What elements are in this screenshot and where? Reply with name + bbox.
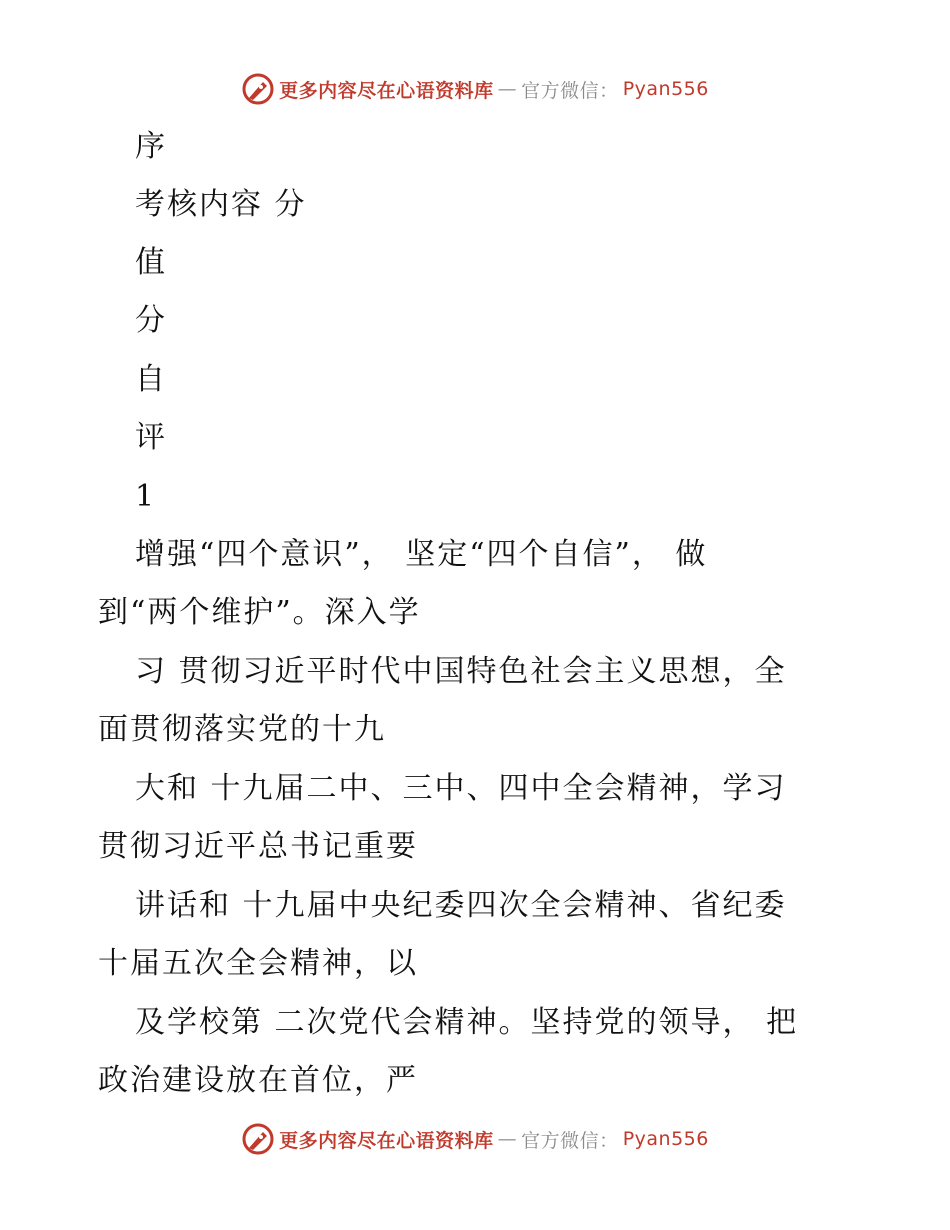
watermark-footer bbox=[0, 1122, 950, 1156]
watermark-separator: — bbox=[497, 1128, 518, 1150]
text-line: 到“两个维护”。深入学 bbox=[98, 595, 421, 630]
text-line: 分 bbox=[135, 303, 167, 338]
text-line: 增强“四个意识”， 坚定“四个自信”， 做 bbox=[135, 537, 708, 572]
text-line: 考核内容 分 bbox=[135, 187, 307, 222]
text-line: 1 bbox=[135, 479, 157, 514]
text-line: 面贯彻落实党的十九 bbox=[98, 712, 386, 747]
watermark-id: Pyan556 bbox=[622, 1128, 709, 1150]
text-line: 十届五次全会精神，以 bbox=[98, 946, 418, 981]
text-line: 政治建设放在首位，严 bbox=[98, 1063, 418, 1098]
watermark-title: 更多内容尽在心语资料库 bbox=[279, 79, 494, 102]
watermark-separator: — bbox=[497, 78, 518, 100]
text-line: 贯彻习近平总书记重要 bbox=[98, 829, 418, 864]
text-line: 自 bbox=[135, 362, 167, 397]
watermark-id: Pyan556 bbox=[622, 78, 709, 100]
watermark-channel: 官方微信： bbox=[521, 79, 619, 102]
watermark-channel: 官方微信： bbox=[521, 1129, 619, 1152]
text-line: 大和 十九届二中、三中、四中全会精神，学习 bbox=[135, 771, 787, 806]
text-line: 评 bbox=[135, 420, 167, 455]
watermark-title: 更多内容尽在心语资料库 bbox=[279, 1129, 494, 1152]
text-line: 讲话和 十九届中央纪委四次全会精神、省纪委 bbox=[135, 888, 787, 923]
text-line: 值 bbox=[135, 245, 167, 280]
text-line: 序 bbox=[135, 129, 167, 164]
text-line: 及学校第 二次党代会精神。坚持党的领导， 把 bbox=[135, 1005, 799, 1040]
pen-nib-logo-icon bbox=[241, 1122, 275, 1156]
text-line: 习 贯彻习近平时代中国特色社会主义思想，全 bbox=[135, 654, 787, 689]
